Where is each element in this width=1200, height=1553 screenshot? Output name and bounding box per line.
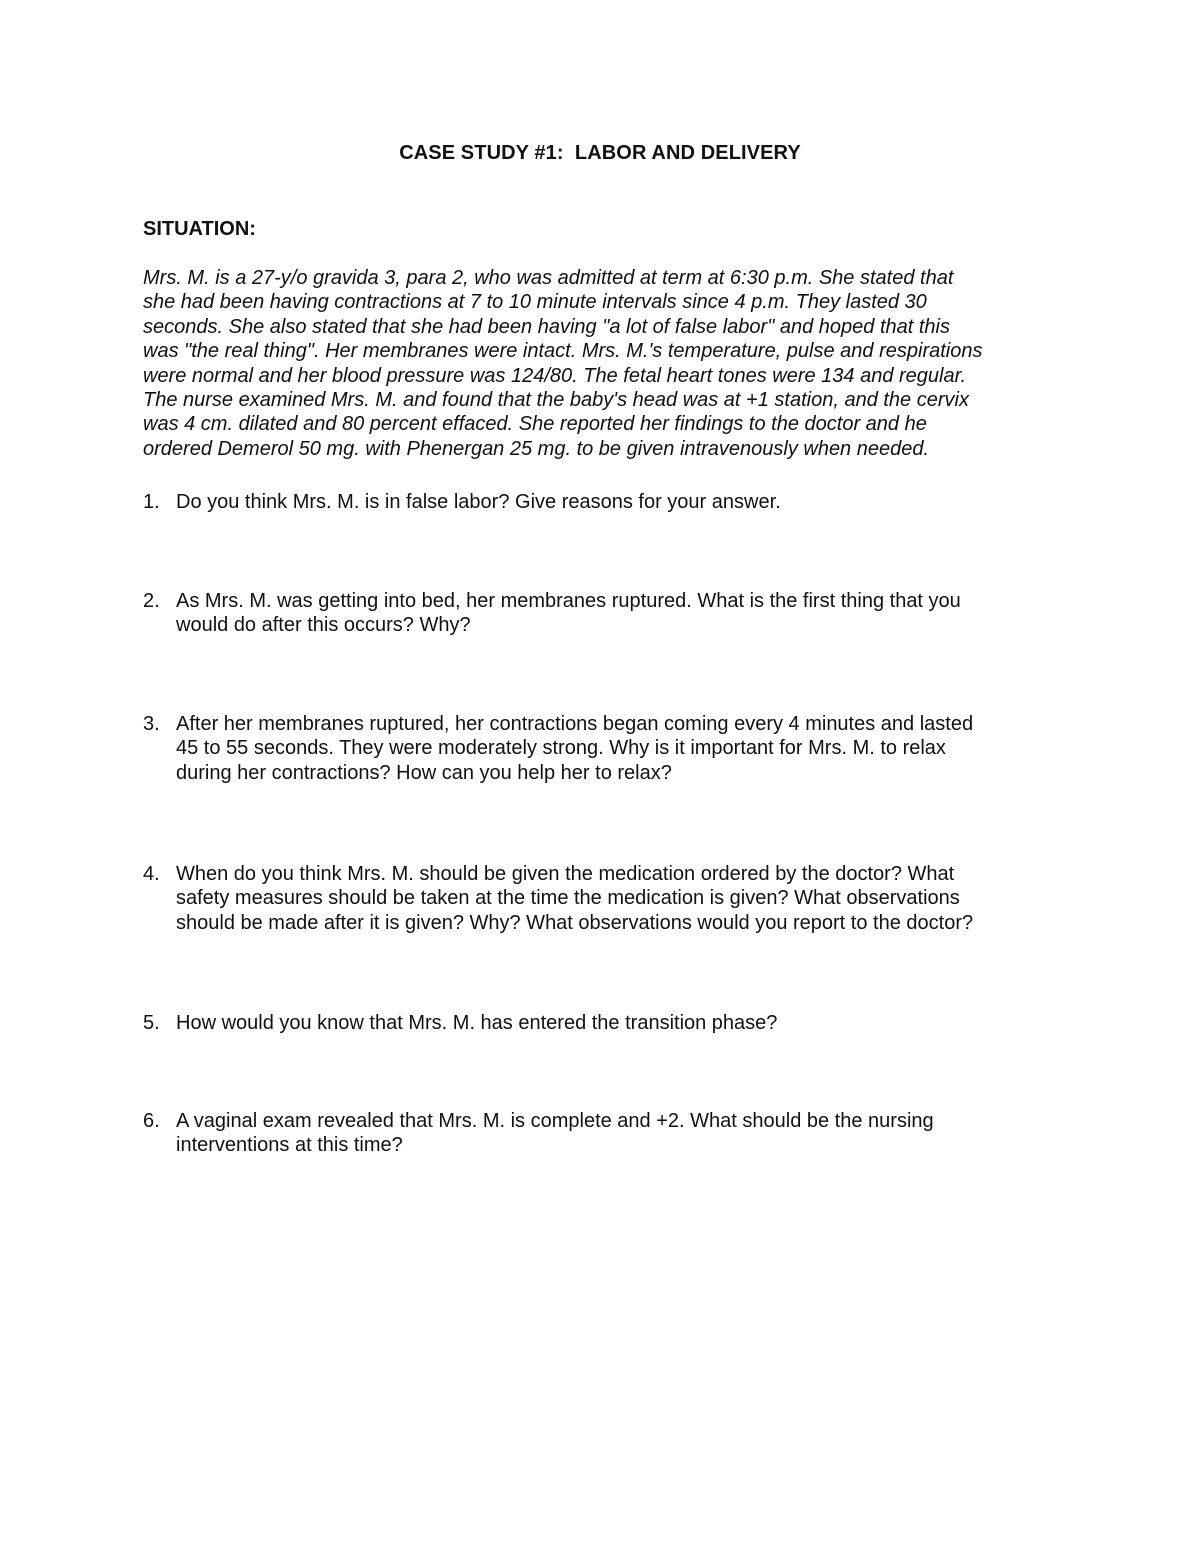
question-number: 1.	[143, 491, 160, 513]
question-text	[176, 862, 1076, 935]
situation-line: she had been having contractions at 7 to 10 minute intervals since 4 p.m. They lasted 30	[143, 291, 927, 314]
question-line: When do you think Mrs. M. should be given the medication ordered by the doctor? What	[176, 863, 955, 885]
situation-line: were normal and her blood pressure was 124/80. The fetal heart tones were 134 and regular.	[143, 364, 967, 387]
question-line: After her membranes ruptured, her contractions began coming every 4 minutes and lasted	[176, 713, 974, 735]
situation-line: ordered Demerol 50 mg. with Phenergan 25 mg. to be given intravenously when needed.	[143, 437, 930, 460]
question-number: 2.	[143, 590, 160, 612]
question-line: A vaginal exam revealed that Mrs. M. is complete and +2. What should be the nursing	[176, 1110, 934, 1132]
question-number: 3.	[143, 713, 160, 735]
question-text	[176, 712, 1076, 785]
situation-line: The nurse examined Mrs. M. and found that the baby's head was at +1 station, and the cervix	[143, 389, 969, 412]
question-text	[176, 490, 1076, 514]
question-text	[176, 1011, 1076, 1035]
question-line: safety measures should be taken at the time the medication is given? What observations	[176, 887, 960, 910]
situation-line: seconds. She also stated that she had been having "a lot of false labor" and hoped that this	[143, 315, 950, 338]
situation-heading: SITUATION:	[143, 218, 256, 240]
page-title: CASE STUDY #1: LABOR AND DELIVERY	[399, 142, 801, 164]
situation-line: Mrs. M. is a 27-y/o gravida 3, para 2, who was admitted at term at 6:30 p.m. She stated that	[143, 267, 954, 289]
situation-line: was "the real thing". Her membranes were intact. Mrs. M.'s temperature, pulse and respirations	[143, 340, 983, 363]
question-text	[176, 589, 1076, 638]
question-number: 5.	[143, 1012, 160, 1034]
question-number: 4.	[143, 863, 160, 885]
situation-paragraph	[143, 266, 1073, 461]
question-line: would do after this occurs? Why?	[176, 614, 471, 637]
question-number: 6.	[143, 1110, 160, 1132]
question-line: How would you know that Mrs. M. has entered the transition phase?	[176, 1012, 778, 1034]
question-line: during her contractions? How can you help her to relax?	[176, 761, 672, 784]
question-line: should be made after it is given? Why? What observations would you report to the doctor?	[176, 911, 974, 934]
question-line: 45 to 55 seconds. They were moderately strong. Why is it important for Mrs. M. to relax	[176, 737, 946, 760]
question-line: interventions at this time?	[176, 1134, 403, 1157]
question-line: Do you think Mrs. M. is in false labor? Give reasons for your answer.	[176, 491, 781, 513]
situation-line: was 4 cm. dilated and 80 percent effaced. She reported her findings to the doctor and he	[143, 413, 927, 436]
question-text	[176, 1109, 1076, 1158]
question-line: As Mrs. M. was getting into bed, her membranes ruptured. What is the first thing that you	[176, 590, 961, 612]
